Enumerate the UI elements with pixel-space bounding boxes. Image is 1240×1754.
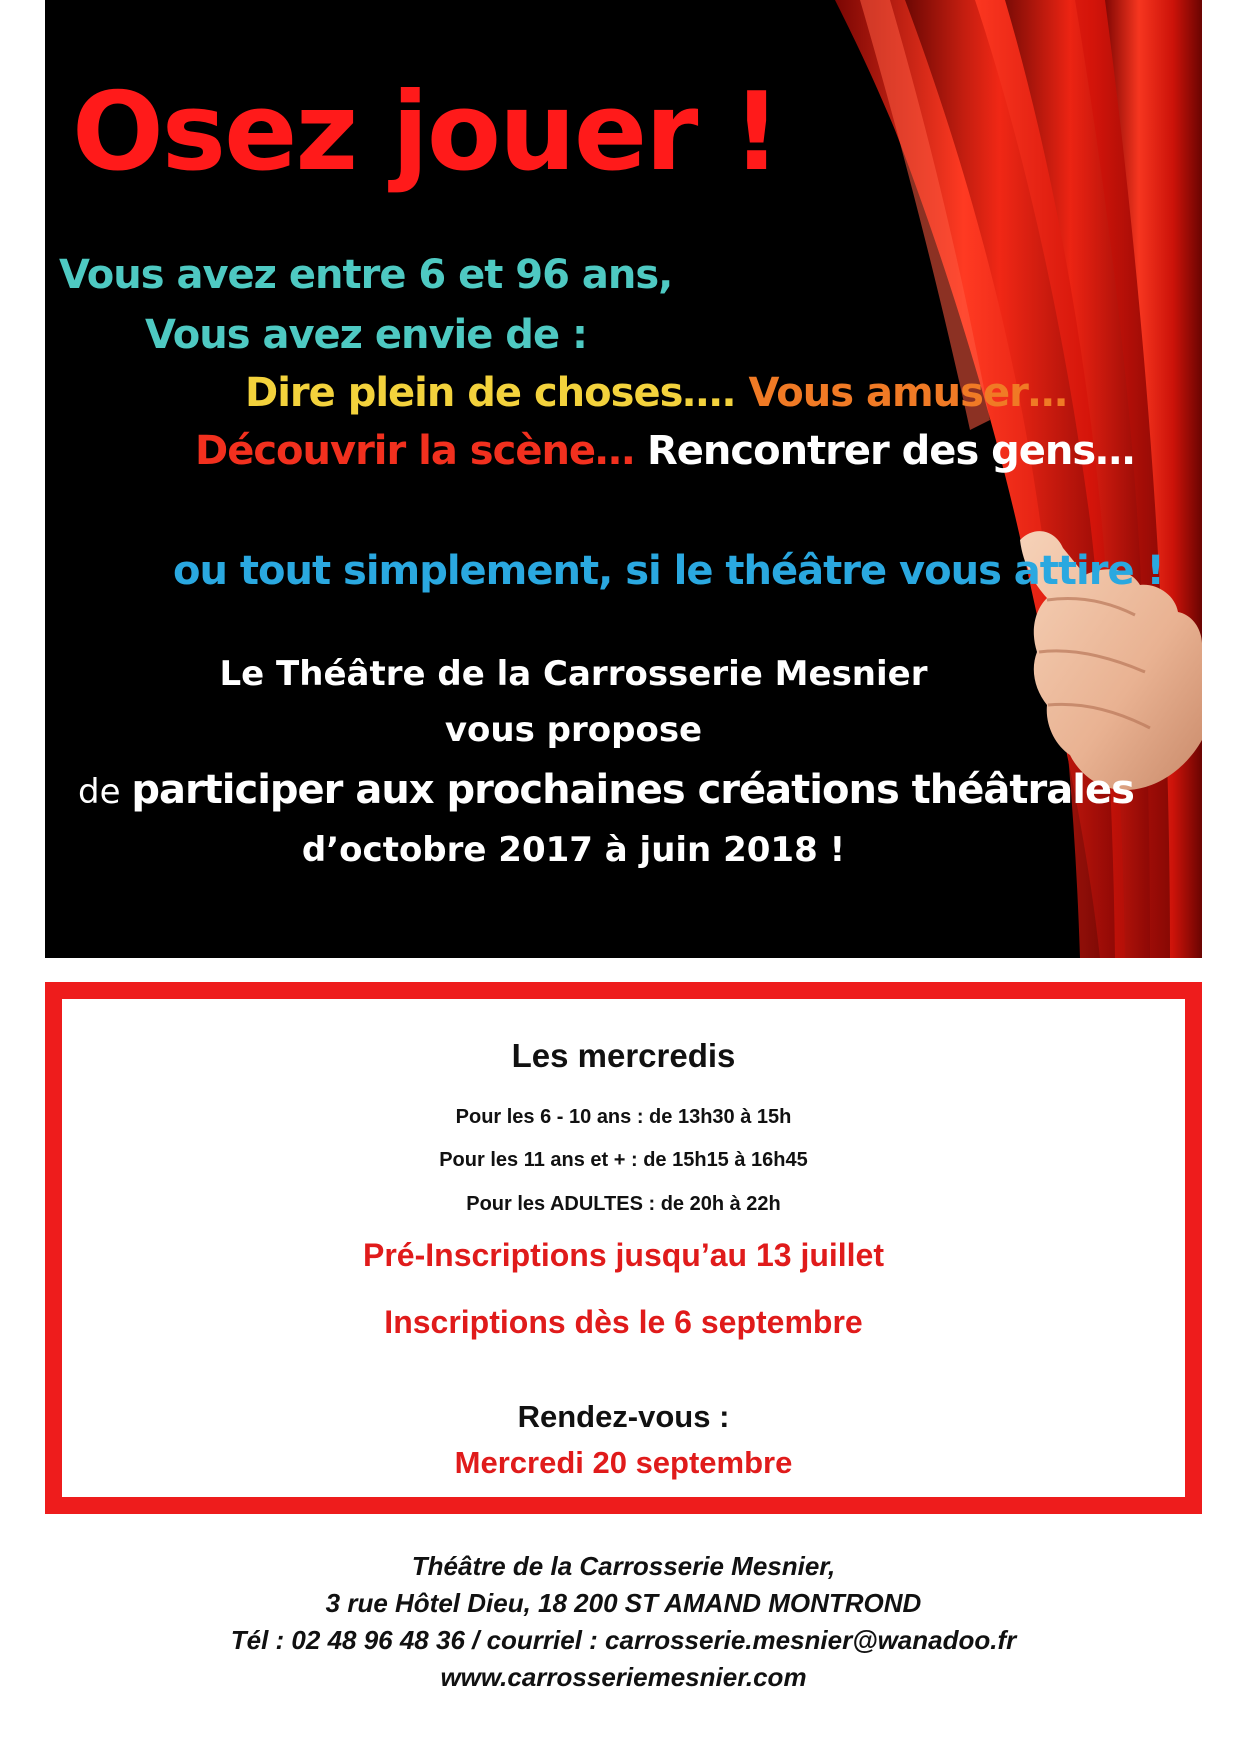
poster-line-envie: Vous avez envie de : <box>145 312 587 358</box>
footer-contact <box>45 1548 1202 1696</box>
rendezvous-label: Rendez-vous : <box>517 1399 730 1434</box>
poster-dire-dots: …. <box>682 370 736 416</box>
poster-de-word: de <box>78 772 132 812</box>
schedule-row-adults: Pour les ADULTES : de 20h à 22h <box>466 1193 781 1215</box>
poster-presenter-name: Le Théâtre de la Carrosserie Mesnier <box>219 654 928 694</box>
schedule-box <box>45 982 1202 1514</box>
poster-line-scene <box>195 428 1134 474</box>
footer-address: 3 rue Hôtel Dieu, 18 200 ST AMAND MONTROND <box>325 1588 922 1618</box>
poster-presenter-participer <box>78 767 1134 813</box>
poster-title: Osez jouer ! <box>72 70 780 195</box>
rendezvous-date: Mercredi 20 septembre <box>454 1445 793 1480</box>
footer-contact-line: Tél : 02 48 96 48 36 / courriel : carrosserie.mesnier@wanadoo.fr <box>230 1625 1017 1655</box>
poster-dire-text: Dire plein de choses <box>245 370 683 416</box>
poster-gens-text: Rencontrer des gens… <box>634 428 1135 474</box>
poster-scene-text: Découvrir la scène… <box>195 428 635 474</box>
inscriptions-notice: Inscriptions dès le 6 septembre <box>384 1304 863 1340</box>
poster-presenter-propose: vous propose <box>444 710 703 750</box>
footer-website: www.carrosseriemesnier.com <box>440 1662 807 1692</box>
footer-theatre-name: Théâtre de la Carrosserie Mesnier, <box>411 1551 836 1581</box>
poster-panel <box>45 0 1202 958</box>
poster-presenter-dates: d’octobre 2017 à juin 2018 ! <box>301 830 846 870</box>
poster-line-age: Vous avez entre 6 et 96 ans, <box>59 252 673 298</box>
poster-participer-text: participer aux prochaines créations théâtrales <box>131 767 1134 813</box>
poster-line-dire <box>245 370 1067 416</box>
poster-amuser-text: Vous amuser… <box>735 370 1067 416</box>
pre-inscriptions-notice: Pré-Inscriptions jusqu’au 13 juillet <box>363 1237 884 1273</box>
schedule-title: Les mercredis <box>511 1037 736 1074</box>
poster-line-theatre: ou tout simplement, si le théâtre vous attire ! <box>173 548 1164 594</box>
schedule-row-kids: Pour les 6 - 10 ans : de 13h30 à 15h <box>455 1106 792 1128</box>
schedule-row-teens: Pour les 11 ans et + : de 15h15 à 16h45 <box>439 1149 808 1171</box>
